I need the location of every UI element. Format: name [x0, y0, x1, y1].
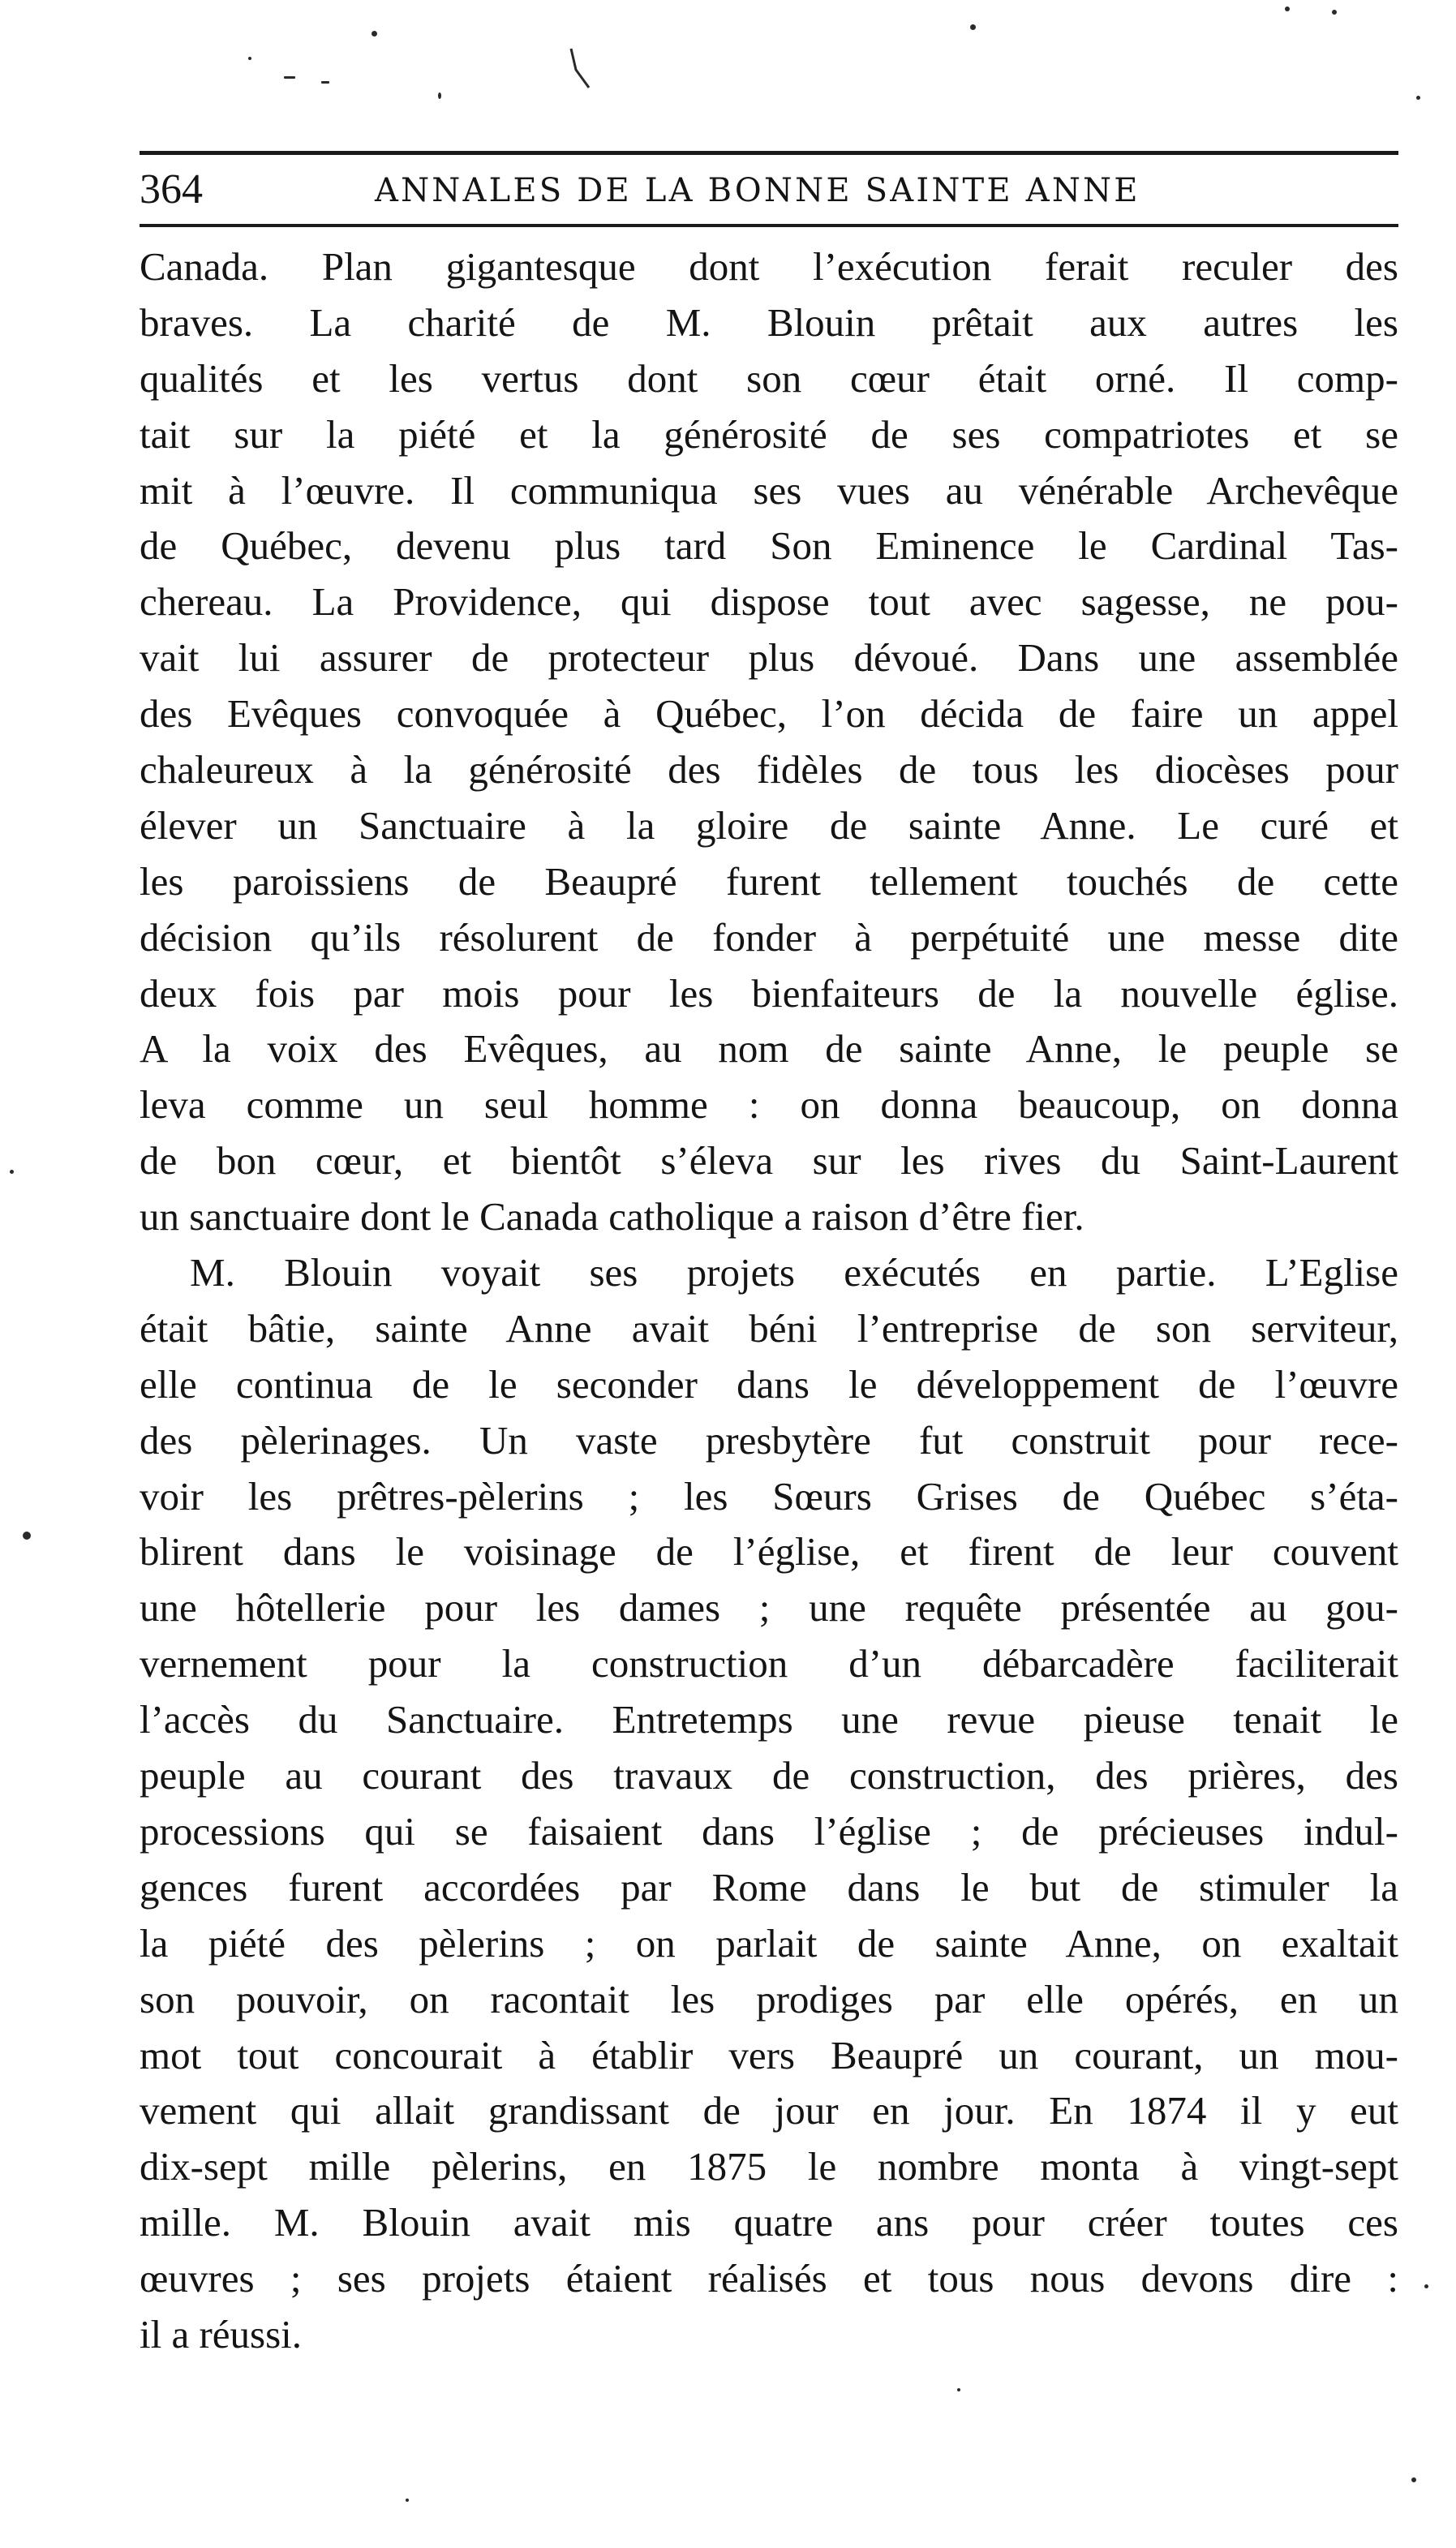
text-line: il a réussi.: [140, 2311, 303, 2357]
scan-speck: [1416, 96, 1420, 100]
scan-speck: [1411, 2477, 1416, 2482]
text-line: mot tout concourait à établir vers Beaupré un courant, un mou-: [140, 2032, 1398, 2078]
text-line: était bâtie, sainte Anne avait béni l’entreprise de son serviteur,: [140, 1305, 1398, 1351]
scan-speck: [248, 57, 251, 60]
scan-speck: [372, 31, 377, 37]
scan-speck: [970, 24, 976, 30]
header-top-rule: [140, 151, 1398, 155]
text-line: des pèlerinages. Un vaste presbytère fut construit pour rece-: [140, 1417, 1398, 1463]
scan-speck: [10, 1170, 14, 1174]
scan-speck: [406, 2499, 409, 2502]
scan-speck: [438, 92, 441, 99]
paragraph-2: [140, 1245, 1398, 2363]
scan-speck: [321, 81, 329, 84]
text-line: A la voix des Evêques, au nom de sainte Anne, le peuple se: [140, 1026, 1398, 1072]
running-head-title: ANNALES DE LA BONNE SAINTE ANNE: [375, 172, 1140, 209]
text-line: des Evêques convoquée à Québec, l’on décida de faire un appel: [140, 691, 1398, 737]
text-line: processions qui se faisaient dans l’église ; de précieuses indul-: [140, 1808, 1398, 1854]
text-line: tait sur la piété et la générosité de ses compatriotes et se: [140, 411, 1398, 457]
body-text: [140, 239, 1398, 2363]
text-line: chaleureux à la générosité des fidèles de tous les diocèses pour: [140, 747, 1398, 793]
running-head: [140, 159, 1398, 222]
text-line: leva comme un seul homme : on donna beaucoup, on donna: [140, 1082, 1398, 1128]
page-number: 364: [140, 166, 203, 213]
scan-speck: [1285, 6, 1290, 11]
text-line: gences furent accordées par Rome dans le but de stimuler la: [140, 1864, 1398, 1910]
scan-scratch: [568, 45, 592, 94]
text-line: la piété des pèlerins ; on parlait de sainte Anne, on exaltait: [140, 1920, 1398, 1966]
text-line: mille. M. Blouin avait mis quatre ans pour créer toutes ces: [140, 2200, 1398, 2245]
text-line: vement qui allait grandissant de jour en jour. En 1874 il y eut: [140, 2088, 1398, 2133]
text-line: blirent dans le voisinage de l’église, et firent de leur couvent: [140, 1529, 1398, 1575]
text-line: vernement pour la construction d’un débarcadère faciliterait: [140, 1641, 1398, 1686]
text-line: chereau. La Providence, qui dispose tout avec sagesse, ne pou-: [140, 579, 1398, 625]
scan-speck: [284, 76, 295, 79]
text-line: une hôtellerie pour les dames ; une requête présentée au gou-: [140, 1585, 1398, 1631]
text-line: Canada. Plan gigantesque dont l’exécution ferait reculer des: [140, 244, 1398, 289]
text-line: décision qu’ils résolurent de fonder à perpétuité une messe dite: [140, 914, 1398, 960]
text-line: peuple au courant des travaux de construction, des prières, des: [140, 1753, 1398, 1798]
text-line: de Québec, devenu plus tard Son Eminence le Cardinal Tas-: [140, 523, 1398, 569]
text-line: M. Blouin voyait ses projets exécutés en partie. L’Eglise: [190, 1250, 1398, 1295]
text-line: son pouvoir, on racontait les prodiges par elle opérés, en un: [140, 1976, 1398, 2022]
text-line: l’accès du Sanctuaire. Entretemps une revue pieuse tenait le: [140, 1697, 1398, 1742]
scan-speck: [23, 1532, 31, 1540]
text-line: un sanctuaire dont le Canada catholique a raison d’être fier.: [140, 1194, 1084, 1240]
text-line: qualités et les vertus dont son cœur était orné. Il comp-: [140, 355, 1398, 401]
text-line: vait lui assurer de protecteur plus dévoué. Dans une assemblée: [140, 635, 1398, 681]
header-bottom-rule: [140, 224, 1398, 227]
scan-speck: [1424, 2284, 1428, 2288]
paragraph-1: [140, 239, 1398, 1245]
scan-speck: [1332, 10, 1337, 15]
text-line: elle continua de le seconder dans le développement de l’œuvre: [140, 1361, 1398, 1407]
text-line: les paroissiens de Beaupré furent tellement touchés de cette: [140, 858, 1398, 904]
text-line: voir les prêtres-pèlerins ; les Sœurs Grises de Québec s’éta-: [140, 1473, 1398, 1519]
text-line: deux fois par mois pour les bienfaiteurs de la nouvelle église.: [140, 970, 1398, 1016]
text-line: mit à l’œuvre. Il communiqua ses vues au vénérable Archevêque: [140, 467, 1398, 513]
text-line: dix-sept mille pèlerins, en 1875 le nombre monta à vingt-sept: [140, 2144, 1398, 2189]
text-line: élever un Sanctuaire à la gloire de sainte Anne. Le curé et: [140, 802, 1398, 848]
text-line: de bon cœur, et bientôt s’éleva sur les rives du Saint-Laurent: [140, 1138, 1398, 1184]
text-line: braves. La charité de M. Blouin prêtait aux autres les: [140, 299, 1398, 345]
text-line: œuvres ; ses projets étaient réalisés et tous nous devons dire :: [140, 2256, 1398, 2301]
scan-speck: [957, 2388, 960, 2391]
